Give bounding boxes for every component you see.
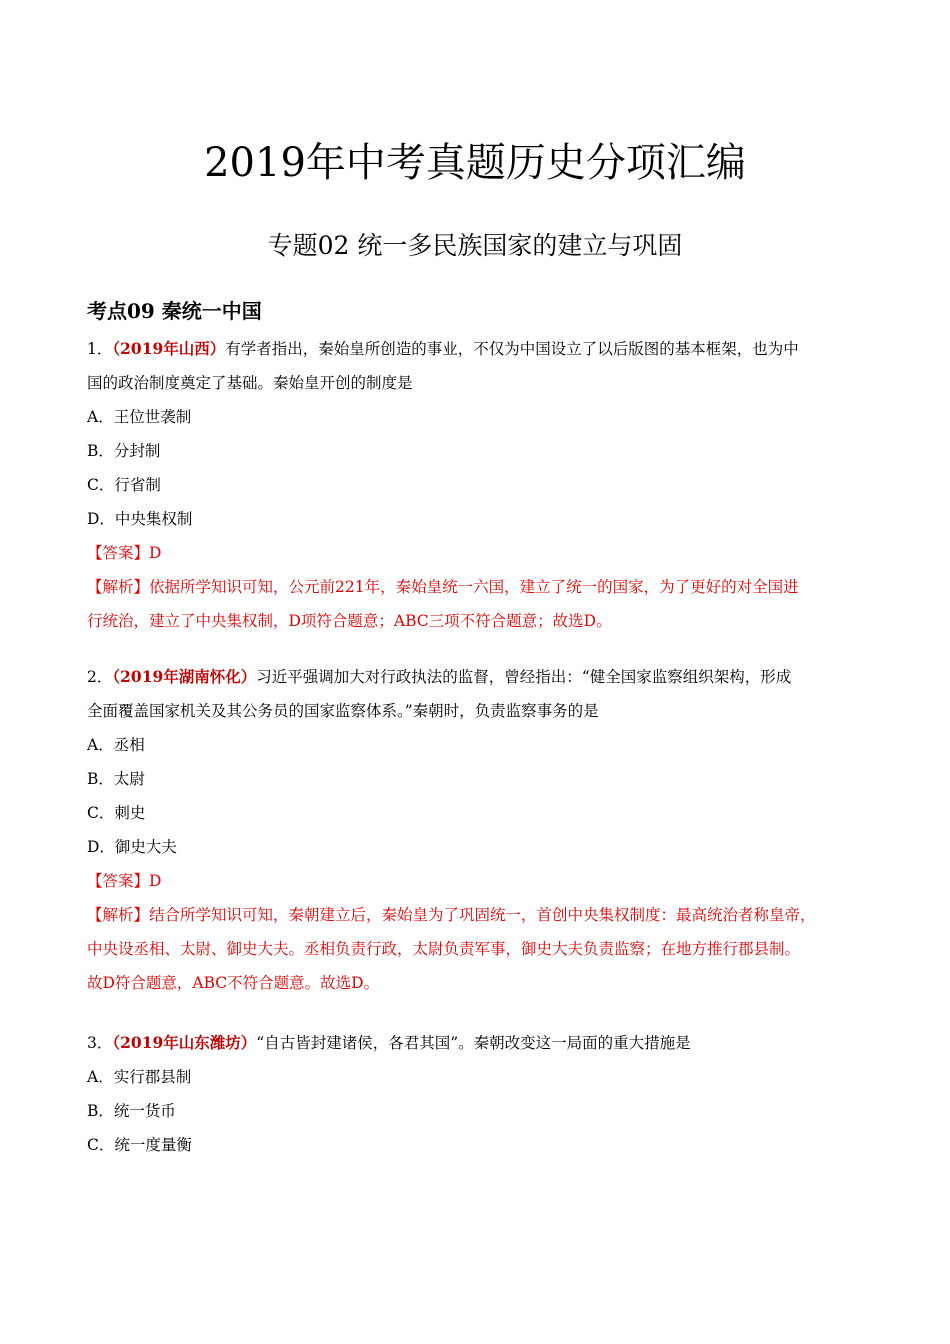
option-d: D．中央集权制: [87, 510, 193, 528]
question-3: [87, 1026, 867, 1162]
question-stem-text: 习近平强调加大对行政执法的监督，曾经指出：“健全国家监察组织架构，形成: [256, 668, 792, 686]
option-a: A．实行郡县制: [87, 1068, 192, 1086]
spacer: [87, 638, 867, 660]
question-source: （2019年山东潍坊）: [112, 1033, 257, 1052]
question-source: （2019年山西）: [112, 339, 226, 358]
question-1: [87, 332, 867, 638]
option-b: B．分封制: [87, 442, 161, 460]
option-a: A．王位世袭制: [87, 408, 192, 426]
document-title: 2019年中考真题历史分项汇编: [204, 140, 746, 186]
option-c: C．刺史: [87, 804, 146, 822]
question-stem-continued: 全面覆盖国家机关及其公务员的国家监察体系。”秦朝时，负责监察事务的是: [87, 702, 599, 720]
question-stem-text: “自古皆封建诸侯，各君其国”。秦朝改变这一局面的重大措施是: [256, 1034, 691, 1052]
document-subtitle: 专题02 统一多民族国家的建立与巩固: [267, 231, 683, 260]
option-c: C．行省制: [87, 476, 161, 494]
analysis-line: 【解析】依据所学知识可知，公元前221年，秦始皇统一六国，建立了统一的国家，为了更好的对全国进: [87, 578, 799, 596]
question-stem-continued: 国的政治制度奠定了基础。秦始皇开创的制度是: [87, 374, 413, 392]
question-number: 3．: [87, 1034, 113, 1052]
question-stem: [87, 660, 867, 694]
analysis-line: 【解析】结合所学知识可知，秦朝建立后，秦始皇为了巩固统一，首创中央集权制度：最高统治者称皇帝，: [87, 906, 816, 924]
analysis-line: 中央设丞相、太尉、御史大夫。丞相负责行政，太尉负责军事，御史大夫负责监察；在地方推行郡县制。: [87, 940, 801, 958]
question-stem: [87, 332, 867, 366]
question-source: （2019年湖南怀化）: [112, 667, 257, 686]
option-b: B．统一货币: [87, 1102, 176, 1120]
analysis-line: 故D符合题意，ABC不符合题意。故选D。: [87, 974, 380, 992]
option-c: C．统一度量衡: [87, 1136, 192, 1154]
question-2: [87, 660, 867, 1000]
question-list: [87, 332, 867, 1162]
section-heading: 考点09 秦统一中国: [87, 299, 262, 323]
spacer: [87, 1000, 867, 1026]
question-stem-text: 有学者指出，秦始皇所创造的事业，不仅为中国设立了以后版图的基本框架，也为中: [225, 340, 799, 358]
answer: 【答案】D: [87, 544, 162, 562]
question-number: 1．: [87, 340, 113, 358]
option-a: A．丞相: [87, 736, 145, 754]
question-number: 2．: [87, 668, 113, 686]
question-stem: [87, 1026, 867, 1060]
analysis-line: 行统治，建立了中央集权制，D项符合题意；ABC三项不符合题意；故选D。: [87, 612, 612, 630]
option-d: D．御史大夫: [87, 838, 177, 856]
option-b: B．太尉: [87, 770, 145, 788]
answer: 【答案】D: [87, 872, 162, 890]
